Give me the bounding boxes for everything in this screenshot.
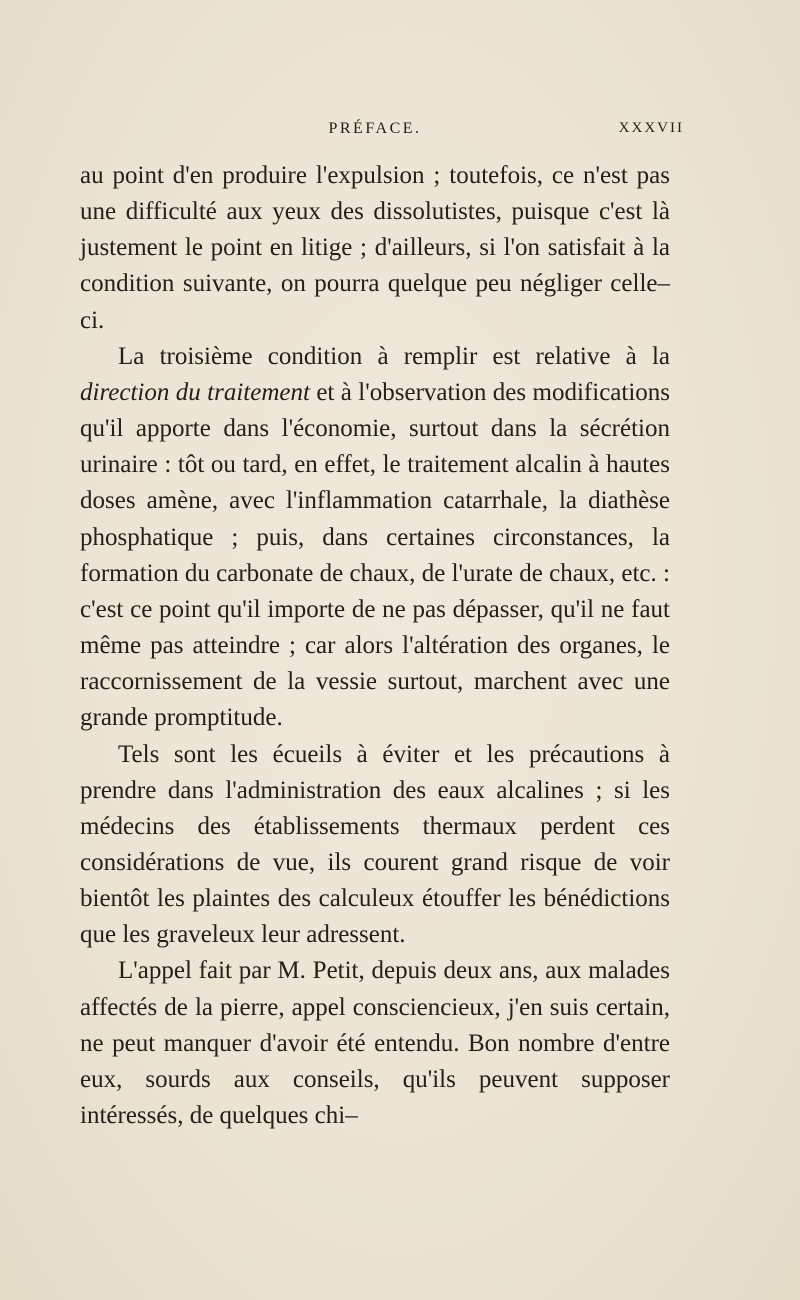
running-head (80, 120, 684, 144)
body-text (80, 158, 670, 1134)
paragraph-2-italic-phrase: direction du traitement (80, 378, 310, 406)
paragraph-1-text: au point d'en produire l'expulsion ; toutefois, ce n'est pas une difficulté aux yeux des dissolutistes, puisque c'est là justement le point en litige ; d'ailleurs, si l'on satisfait à la condition suivante, on pourra quelque peu négliger celle–ci. (80, 162, 670, 334)
paragraph-3-text: Tels sont les écueils à éviter et les précautions à prendre dans l'administration des eaux alcalines ; si les médecins des établissements thermaux perdent ces considérations de vue, ils courent grand risque de voir bientôt les plaintes des calculeux étouffer les bénédictions que les graveleux leur adressent. (80, 740, 670, 949)
paragraph-2 (80, 339, 670, 737)
paragraph-4-text: L'appel fait par M. Petit, depuis deux ans, aux malades affectés de la pierre, appel consciencieux, j'en suis certain, ne peut manquer d'avoir été entendu. Bon nombre d'entre eux, sourds aux conseils, qu'ils peuvent supposer intéressés, de quelques chi– (80, 957, 670, 1130)
paragraph-2-text-after: et à l'observation des modifications qu'il apporte dans l'économie, surtout dans la sécrétion urinaire : tôt ou tard, en effet, le traitement alcalin à hautes doses amène, avec l'inflammation catarrhale, la diathèse phosphatique ; puis, dans certaines circonstances, la formation du carbonate de chaux, de l'urate de chaux, etc. : c'est ce point qu'il importe de ne pas dépasser, qu'il ne faut même pas atteindre ; car alors l'altération des organes, le raccornissement de la vessie surtout, marchent avec une grande promptitude. (80, 378, 671, 732)
paragraph-3 (80, 737, 670, 954)
paragraph-2-text-before: La troisième condition à remplir est relative à la (118, 342, 670, 370)
running-title: PRÉFACE. (328, 120, 422, 137)
page-number: XXXVII (618, 120, 684, 136)
paragraph-4 (80, 953, 670, 1134)
paragraph-1 (80, 158, 670, 339)
